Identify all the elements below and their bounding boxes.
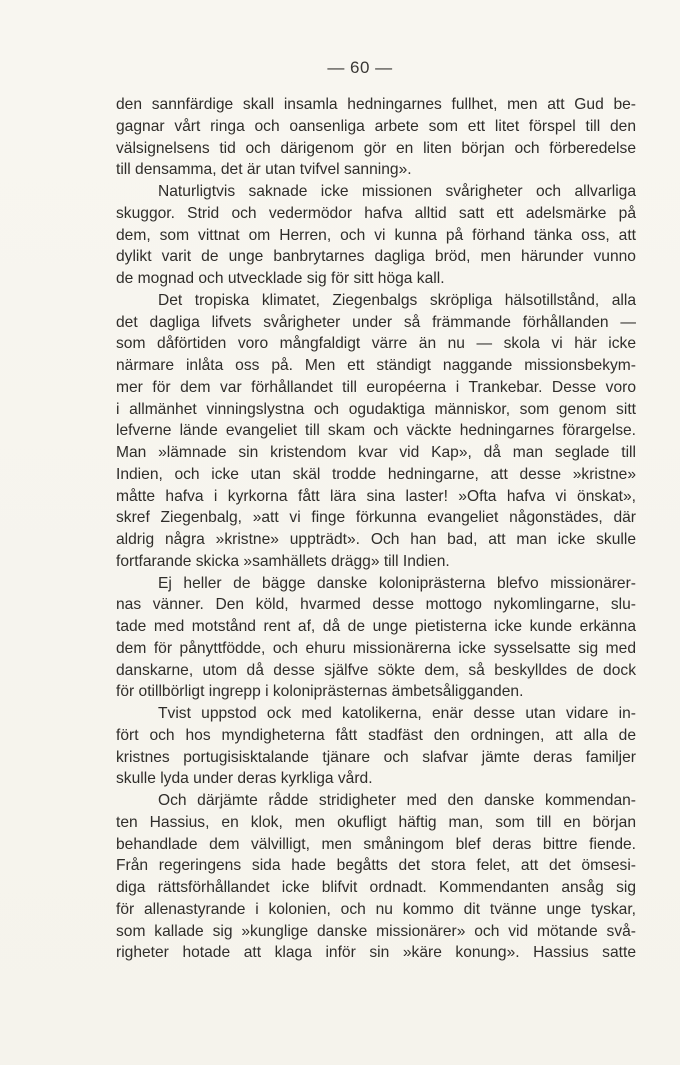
text-line: nas vänner. Den köld, hvarmed desse mottogo nykomlingarne, slu- xyxy=(116,596,636,614)
text-line: skuggor. Strid och vedermödor hafva alltid satt ett adelsmärke på xyxy=(116,204,636,222)
text-line: för allenastyrande i kolonien, och nu kommo dit tvänne unge tyskar, xyxy=(116,900,636,918)
text-line: lefverne lände evangeliet till skam och väckte hedningarnes förargelse. xyxy=(116,422,636,440)
text-line: ten Hassius, en klok, men okufligt häftig man, som till en början xyxy=(116,813,636,831)
text-line: diga rättsförhållandet icke blifvit ordnadt. Kommendanten ansåg sig xyxy=(116,879,636,896)
text-line: dem för pånyttfödde, och ehuru missionärerna icke sysselsatte sig med xyxy=(116,639,636,657)
text-line: righeter hotade att klaga inför sin »käre konung». Hassius satte xyxy=(116,944,636,962)
text-line: det dagliga lifvets svårigheter under så främmande förhållanden — xyxy=(116,313,636,331)
body-text xyxy=(116,94,636,964)
text-line: i allmänhet vinningslystna och ogudaktiga människor, som genom sitt xyxy=(116,400,636,418)
text-line: aldrig några »kristne» uppträdt». Och han bad, att man icke skulle xyxy=(116,531,636,548)
text-line: den sannfärdige skall insamla hedningarnes fullhet, men att Gud be- xyxy=(116,96,636,113)
text-line: Och därjämte rådde stridigheter med den danske kommendan- xyxy=(158,792,636,809)
text-line: måtte hafva i kyrkorna fått lära sina laster! »Ofta hafva vi önskat», xyxy=(116,487,636,505)
page-number: — 60 — xyxy=(327,58,393,77)
text-line: fört och hos myndigheterna fått stadfäst den ordningen, att alla de xyxy=(116,726,636,744)
text-line: Naturligtvis saknade icke missionen svårigheter och allvarliga xyxy=(158,183,636,200)
text-line: som kallade sig »kunglige danske missionärer» och vid mötande svå- xyxy=(116,922,636,940)
text-line: Ej heller de bägge danske koloniprästerna blefvo missionärer- xyxy=(158,574,636,592)
text-line: närmare inlåta oss på. Men ett ständigt naggande missionsbekym- xyxy=(116,357,636,374)
text-line: tade med motstånd rent af, då de unge pietisterna icke kunde erkänna xyxy=(116,618,636,635)
text-line: Från regeringens sida hade begåtts det stora felet, att det ömsesi- xyxy=(116,857,636,875)
text-line: som dåförtiden voro mångfaldigt värre än nu — skola vi här icke xyxy=(116,335,636,353)
text-line: välsignelsens tid och därigenom gör en liten början och förberedelse xyxy=(116,139,636,157)
text-line: kristnes portugisisktalande tjänare och slafvar jämte deras familjer xyxy=(116,748,636,766)
text-line: behandlade dem välvilligt, men småningom blef deras bittre fiende. xyxy=(116,835,636,853)
text-line: Tvist uppstod ock med katolikerna, enär desse utan vidare in- xyxy=(158,705,636,722)
text-line: mer för dem var förhållandet till européerna i Trankebar. Desse voro xyxy=(116,378,636,396)
text-line: skref Ziegenbalg, »att vi finge förkunna evangeliet någonstädes, där xyxy=(116,509,636,527)
text-line: Indien, och icke utan skäl trodde hedningarne, att desse »kristne» xyxy=(116,465,636,483)
text-line: danskarne, utom då desse själfve sökte dem, så beskylldes de dock xyxy=(116,661,636,679)
text-line: de mognad och utvecklade sig för sitt höga kall. xyxy=(116,270,445,287)
text-line: Man »lämnade sin kristendom kvar vid Kap», då man seglade till xyxy=(116,444,636,461)
text-line: Det tropiska klimatet, Ziegenbalgs skröpliga hälsotillstånd, alla xyxy=(158,291,636,309)
text-line: för otillbörligt ingrepp i koloniprästernas ämbetsåligganden. xyxy=(116,683,524,701)
text-line: dem, som vittnat om Herren, och vi kunna på förhand tänka oss, att xyxy=(116,226,636,244)
text-line: dylikt varit de unge banbrytarnes dagliga bröd, men härunder vunno xyxy=(116,248,636,266)
text-line: fortfarande skicka »samhällets drägg» till Indien. xyxy=(116,552,450,570)
text-line: till densamma, det är utan tvifvel sanning». xyxy=(116,161,412,179)
text-line: gagnar vårt ringa och oansenliga arbete som ett litet förspel till den xyxy=(116,117,636,135)
text-line: skulle lyda under deras kyrkliga vård. xyxy=(116,770,373,788)
